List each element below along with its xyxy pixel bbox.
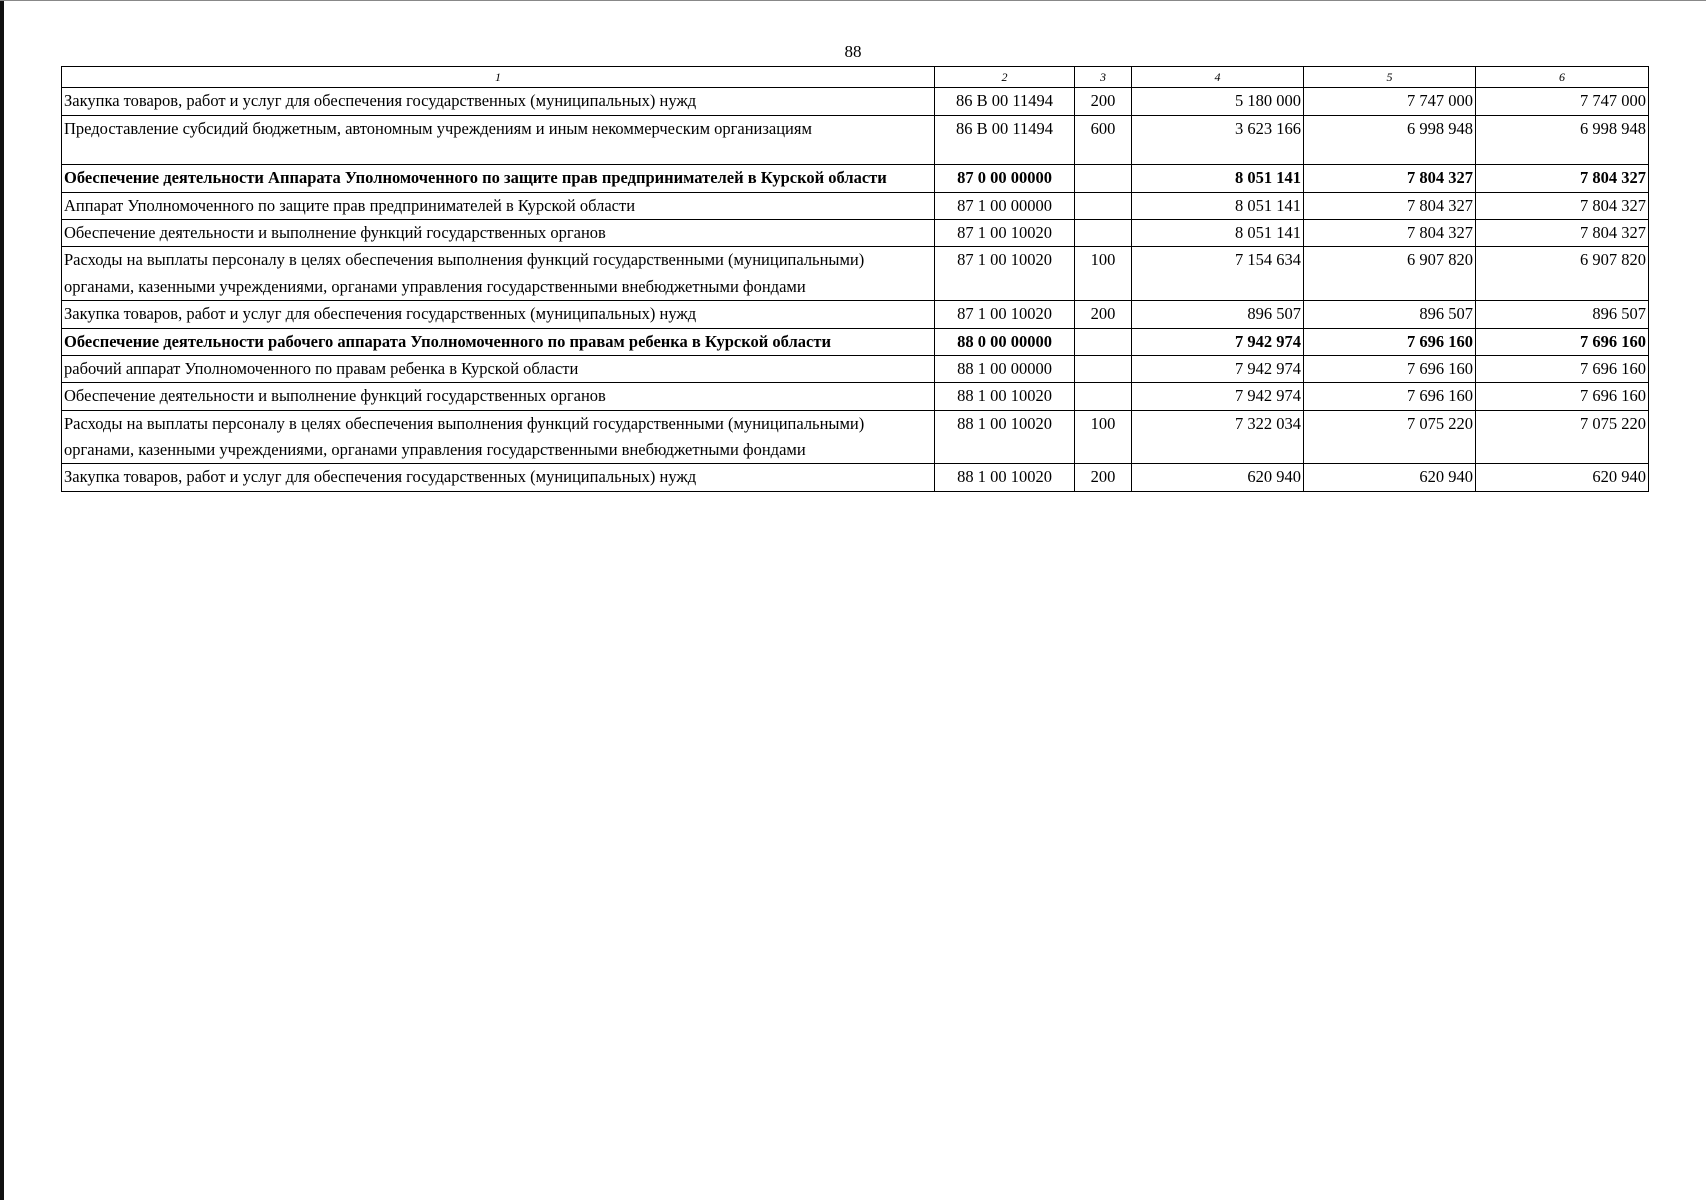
row-name: Предоставление субсидий бюджетным, автономным учреждениям и иным некоммерческим организациям <box>62 115 935 164</box>
table-row <box>62 328 1649 355</box>
row-code: 88 1 00 10020 <box>935 464 1075 491</box>
row-amount-6: 6 998 948 <box>1476 115 1649 164</box>
row-amount-4: 8 051 141 <box>1132 219 1304 246</box>
row-amount-4: 5 180 000 <box>1132 88 1304 115</box>
row-code: 87 1 00 10020 <box>935 301 1075 328</box>
row-amount-6: 896 507 <box>1476 301 1649 328</box>
row-code: 87 1 00 00000 <box>935 192 1075 219</box>
row-amount-5: 7 747 000 <box>1304 88 1476 115</box>
row-expense-type: 100 <box>1075 410 1132 464</box>
budget-table <box>61 66 1649 492</box>
row-name: Аппарат Уполномоченного по защите прав предпринимателей в Курской области <box>62 192 935 219</box>
row-code: 86 В 00 11494 <box>935 115 1075 164</box>
row-amount-5: 620 940 <box>1304 464 1476 491</box>
row-amount-5: 7 696 160 <box>1304 328 1476 355</box>
row-amount-5: 6 998 948 <box>1304 115 1476 164</box>
row-amount-6: 7 804 327 <box>1476 165 1649 192</box>
table-row <box>62 410 1649 464</box>
row-code: 88 1 00 10020 <box>935 383 1075 410</box>
row-code: 86 В 00 11494 <box>935 88 1075 115</box>
table-row <box>62 383 1649 410</box>
row-expense-type: 100 <box>1075 247 1132 301</box>
row-amount-5: 7 804 327 <box>1304 219 1476 246</box>
column-header-6: 6 <box>1476 67 1649 88</box>
row-name: Закупка товаров, работ и услуг для обеспечения государственных (муниципальных) нужд <box>62 301 935 328</box>
row-amount-4: 7 322 034 <box>1132 410 1304 464</box>
row-amount-6: 7 075 220 <box>1476 410 1649 464</box>
column-header-4: 4 <box>1132 67 1304 88</box>
row-code: 87 1 00 10020 <box>935 219 1075 246</box>
row-amount-6: 7 747 000 <box>1476 88 1649 115</box>
row-amount-5: 896 507 <box>1304 301 1476 328</box>
row-expense-type: 200 <box>1075 301 1132 328</box>
row-expense-type <box>1075 383 1132 410</box>
row-code: 87 1 00 10020 <box>935 247 1075 301</box>
table-row <box>62 247 1649 301</box>
scan-edge-top <box>0 0 1706 1</box>
table-row <box>62 88 1649 115</box>
row-amount-6: 7 696 160 <box>1476 328 1649 355</box>
row-amount-4: 8 051 141 <box>1132 192 1304 219</box>
row-name: Расходы на выплаты персоналу в целях обеспечения выполнения функций государственными (муниципальными) органами, казенными учреждениями, органами управления государственными внебюджетными фондами <box>62 410 935 464</box>
row-expense-type <box>1075 165 1132 192</box>
row-name: Обеспечение деятельности рабочего аппарата Уполномоченного по правам ребенка в Курской области <box>62 328 935 355</box>
row-name: Обеспечение деятельности и выполнение функций государственных органов <box>62 219 935 246</box>
row-amount-5: 7 696 160 <box>1304 355 1476 382</box>
row-code: 88 1 00 10020 <box>935 410 1075 464</box>
row-name: Закупка товаров, работ и услуг для обеспечения государственных (муниципальных) нужд <box>62 88 935 115</box>
table-row <box>62 301 1649 328</box>
row-code: 87 0 00 00000 <box>935 165 1075 192</box>
row-amount-4: 7 942 974 <box>1132 328 1304 355</box>
row-expense-type <box>1075 328 1132 355</box>
row-amount-4: 3 623 166 <box>1132 115 1304 164</box>
row-amount-4: 620 940 <box>1132 464 1304 491</box>
row-name: Закупка товаров, работ и услуг для обеспечения государственных (муниципальных) нужд <box>62 464 935 491</box>
row-amount-5: 6 907 820 <box>1304 247 1476 301</box>
table-header-row <box>62 67 1649 88</box>
row-name: рабочий аппарат Уполномоченного по правам ребенка в Курской области <box>62 355 935 382</box>
row-amount-6: 7 696 160 <box>1476 383 1649 410</box>
row-amount-6: 7 696 160 <box>1476 355 1649 382</box>
row-amount-5: 7 696 160 <box>1304 383 1476 410</box>
row-amount-5: 7 804 327 <box>1304 192 1476 219</box>
row-amount-4: 7 154 634 <box>1132 247 1304 301</box>
row-expense-type <box>1075 355 1132 382</box>
column-header-5: 5 <box>1304 67 1476 88</box>
row-amount-5: 7 804 327 <box>1304 165 1476 192</box>
row-expense-type: 600 <box>1075 115 1132 164</box>
row-amount-4: 7 942 974 <box>1132 383 1304 410</box>
row-expense-type <box>1075 192 1132 219</box>
table-row <box>62 355 1649 382</box>
row-name: Расходы на выплаты персоналу в целях обеспечения выполнения функций государственными (муниципальными) органами, казенными учреждениями, органами управления государственными внебюджетными фондами <box>62 247 935 301</box>
row-amount-4: 7 942 974 <box>1132 355 1304 382</box>
table-row <box>62 165 1649 192</box>
row-amount-6: 620 940 <box>1476 464 1649 491</box>
row-expense-type: 200 <box>1075 88 1132 115</box>
row-amount-6: 7 804 327 <box>1476 219 1649 246</box>
row-amount-6: 6 907 820 <box>1476 247 1649 301</box>
row-amount-4: 896 507 <box>1132 301 1304 328</box>
row-amount-6: 7 804 327 <box>1476 192 1649 219</box>
column-header-3: 3 <box>1075 67 1132 88</box>
row-code: 88 1 00 00000 <box>935 355 1075 382</box>
row-expense-type <box>1075 219 1132 246</box>
table-row <box>62 192 1649 219</box>
row-code: 88 0 00 00000 <box>935 328 1075 355</box>
column-header-2: 2 <box>935 67 1075 88</box>
column-header-1: 1 <box>62 67 935 88</box>
row-name: Обеспечение деятельности Аппарата Уполномоченного по защите прав предпринимателей в Курской области <box>62 165 935 192</box>
row-amount-4: 8 051 141 <box>1132 165 1304 192</box>
page-number: 88 <box>844 42 862 61</box>
row-name: Обеспечение деятельности и выполнение функций государственных органов <box>62 383 935 410</box>
table-row <box>62 115 1649 164</box>
scan-edge <box>0 0 4 1200</box>
table-row <box>62 219 1649 246</box>
row-expense-type: 200 <box>1075 464 1132 491</box>
row-amount-5: 7 075 220 <box>1304 410 1476 464</box>
table-row <box>62 464 1649 491</box>
